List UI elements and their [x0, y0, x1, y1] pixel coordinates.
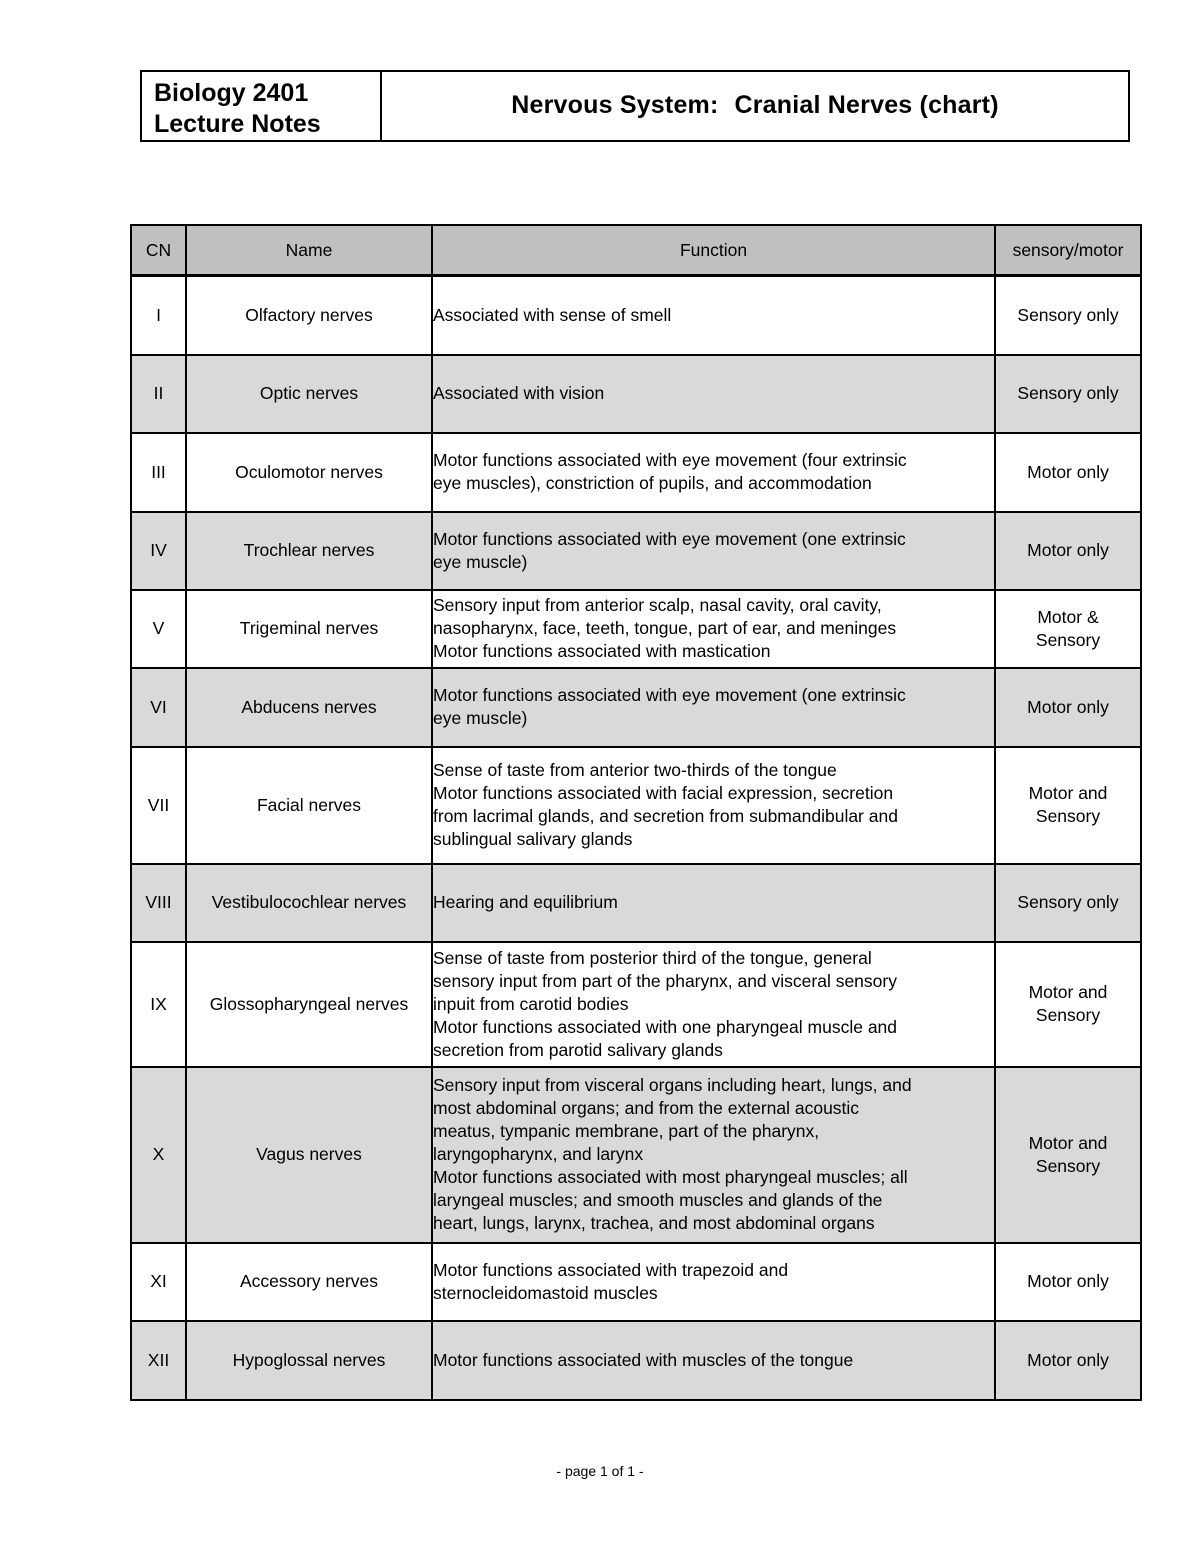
cell-function — [432, 1243, 995, 1321]
function-line: laryngopharynx, and larynx — [433, 1144, 644, 1164]
sensory-motor-line: Motor only — [1027, 696, 1109, 717]
function-line: Sense of taste from posterior third of the tongue, general — [433, 947, 872, 968]
cell-nerve-name: Optic nerves — [186, 355, 432, 433]
sensory-motor-line: Motor only — [1027, 1271, 1109, 1291]
cell-cn-number: VII — [131, 747, 186, 864]
table-row — [131, 276, 1141, 355]
sensory-motor-line: Sensory — [1035, 629, 1101, 650]
function-line: Motor functions associated with mastication — [433, 641, 771, 661]
cell-function — [432, 942, 995, 1067]
function-line: Motor functions associated with facial expression, secretion — [433, 783, 894, 803]
cell-function — [432, 355, 995, 433]
cell-function — [432, 1067, 995, 1243]
cell-sensory-motor — [995, 433, 1141, 512]
course-label — [142, 72, 382, 140]
cell-nerve-name: Vagus nerves — [186, 1067, 432, 1243]
cell-cn-number: II — [131, 355, 186, 433]
sensory-motor-line: Sensory only — [1017, 383, 1119, 403]
function-line: sternocleidomastoid muscles — [433, 1282, 658, 1303]
function-line: Associated with vision — [433, 383, 605, 403]
column-header-name: Name — [186, 225, 432, 276]
cell-cn-number: IX — [131, 942, 186, 1067]
cell-sensory-motor — [995, 1321, 1141, 1400]
title-part-2: Cranial Nerves (chart) — [734, 90, 999, 119]
cell-nerve-name: Abducens nerves — [186, 668, 432, 747]
table-row — [131, 1243, 1141, 1321]
cell-function — [432, 864, 995, 942]
cell-cn-number: I — [131, 276, 186, 355]
cell-sensory-motor — [995, 864, 1141, 942]
function-line: Sense of taste from anterior two-thirds of the tongue — [433, 760, 837, 780]
table-row — [131, 942, 1141, 1067]
sensory-motor-line: Motor only — [1027, 1349, 1109, 1370]
cranial-nerves-table — [130, 224, 1142, 1401]
function-line: eye muscle) — [433, 708, 528, 728]
function-line: nasopharynx, face, teeth, tongue, part of ear, and meninges — [433, 618, 897, 638]
document-title — [382, 72, 1128, 140]
table-row — [131, 590, 1141, 668]
cell-cn-number: VI — [131, 668, 186, 747]
cell-function — [432, 747, 995, 864]
course-line-2: Lecture Notes — [154, 110, 321, 138]
function-line: Motor functions associated with one pharyngeal muscle and — [433, 1016, 898, 1037]
function-line: Associated with sense of smell — [433, 304, 672, 325]
function-line: meatus, tympanic membrane, part of the pharynx, — [433, 1121, 820, 1141]
cell-sensory-motor — [995, 276, 1141, 355]
function-line: laryngeal muscles; and smooth muscles and glands of the — [433, 1190, 883, 1210]
function-line: heart, lungs, larynx, trachea, and most abdominal organs — [433, 1213, 875, 1233]
cell-cn-number: XI — [131, 1243, 186, 1321]
column-header-function: Function — [432, 225, 995, 276]
cell-nerve-name: Facial nerves — [186, 747, 432, 864]
cell-function — [432, 590, 995, 668]
cell-cn-number: V — [131, 590, 186, 668]
cell-nerve-name: Trigeminal nerves — [186, 590, 432, 668]
cell-sensory-motor — [995, 355, 1141, 433]
table-row — [131, 668, 1141, 747]
cell-nerve-name: Accessory nerves — [186, 1243, 432, 1321]
function-line: Sensory input from anterior scalp, nasal cavity, oral cavity, — [433, 595, 882, 615]
table-row — [131, 1321, 1141, 1400]
table-row — [131, 864, 1141, 942]
function-line: from lacrimal glands, and secretion from submandibular and — [433, 806, 898, 826]
function-line: inpuit from carotid bodies — [433, 993, 629, 1014]
cell-nerve-name: Glossopharyngeal nerves — [186, 942, 432, 1067]
sensory-motor-line: Motor and — [1028, 1132, 1108, 1153]
function-line: most abdominal organs; and from the external acoustic — [433, 1098, 860, 1118]
cell-cn-number: XII — [131, 1321, 186, 1400]
cell-sensory-motor — [995, 747, 1141, 864]
sensory-motor-line: Motor only — [1027, 461, 1109, 482]
function-line: secretion from parotid salivary glands — [433, 1039, 723, 1060]
function-line: eye muscle) — [433, 551, 528, 572]
cell-function — [432, 512, 995, 590]
sensory-motor-line: Sensory — [1035, 1005, 1101, 1025]
table-header-row — [131, 225, 1141, 276]
cell-sensory-motor — [995, 590, 1141, 668]
column-header-cn: CN — [131, 225, 186, 276]
sensory-motor-line: Motor only — [1027, 540, 1109, 560]
column-header-sensory-motor: sensory/motor — [995, 225, 1141, 276]
page-footer: - page 1 of 1 - — [556, 1463, 644, 1479]
sensory-motor-line: Motor & — [1037, 606, 1099, 627]
cell-cn-number: X — [131, 1067, 186, 1243]
function-line: Motor functions associated with most pharyngeal muscles; all — [433, 1167, 908, 1187]
cell-nerve-name: Oculomotor nerves — [186, 433, 432, 512]
cell-cn-number: III — [131, 433, 186, 512]
cell-function — [432, 433, 995, 512]
cell-nerve-name: Vestibulocochlear nerves — [186, 864, 432, 942]
cell-sensory-motor — [995, 1243, 1141, 1321]
function-line: Motor functions associated with eye movement (one extrinsic — [433, 528, 906, 549]
function-line: Motor functions associated with eye movement (four extrinsic — [433, 450, 907, 470]
function-line: sublingual salivary glands — [433, 829, 633, 849]
table-row — [131, 1067, 1141, 1243]
table-body — [131, 276, 1141, 1400]
cell-function — [432, 1321, 995, 1400]
cell-sensory-motor — [995, 1067, 1141, 1243]
table-row — [131, 433, 1141, 512]
function-line: Motor functions associated with trapezoid and — [433, 1259, 789, 1280]
function-line: sensory input from part of the pharynx, and visceral sensory — [433, 970, 897, 991]
sensory-motor-line: Sensory only — [1017, 304, 1119, 325]
table-row — [131, 512, 1141, 590]
cell-nerve-name: Trochlear nerves — [186, 512, 432, 590]
cell-function — [432, 668, 995, 747]
function-line: Motor functions associated with muscles of the tongue — [433, 1349, 854, 1370]
sensory-motor-line: Motor and — [1028, 783, 1108, 803]
cell-cn-number: VIII — [131, 864, 186, 942]
document-header — [140, 70, 1130, 142]
title-part-1: Nervous System: — [511, 90, 719, 119]
cell-cn-number: IV — [131, 512, 186, 590]
cell-nerve-name: Olfactory nerves — [186, 276, 432, 355]
cell-function — [432, 276, 995, 355]
table-row — [131, 355, 1141, 433]
function-line: Motor functions associated with eye movement (one extrinsic — [433, 685, 906, 705]
function-line: Sensory input from visceral organs including heart, lungs, and — [433, 1075, 912, 1095]
function-line: eye muscles), constriction of pupils, and accommodation — [433, 473, 872, 493]
cell-nerve-name: Hypoglossal nerves — [186, 1321, 432, 1400]
sensory-motor-line: Sensory — [1035, 806, 1101, 826]
sensory-motor-line: Sensory only — [1017, 892, 1119, 912]
cell-sensory-motor — [995, 512, 1141, 590]
sensory-motor-line: Sensory — [1035, 1155, 1101, 1176]
cell-sensory-motor — [995, 668, 1141, 747]
cell-sensory-motor — [995, 942, 1141, 1067]
sensory-motor-line: Motor and — [1028, 982, 1108, 1002]
table-row — [131, 747, 1141, 864]
course-line-1: Biology 2401 — [154, 79, 309, 107]
function-line: Hearing and equilibrium — [433, 892, 618, 912]
